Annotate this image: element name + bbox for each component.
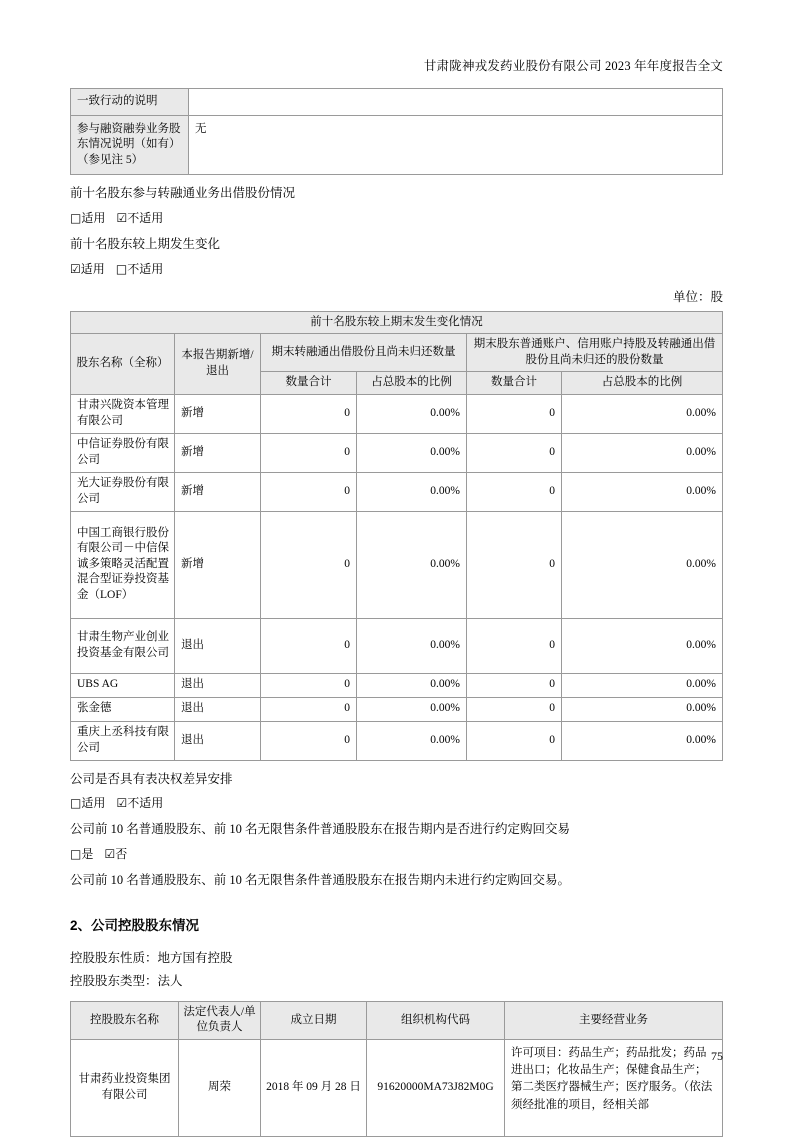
cell-new-or-exit: 新增 xyxy=(175,472,261,511)
cell-lend-qty: 0 xyxy=(261,673,357,697)
section-title-controlling-shareholder: 2、公司控股股东情况 xyxy=(70,917,200,933)
cell-lend-pct: 0.00% xyxy=(357,472,467,511)
cell-hold-pct: 0.00% xyxy=(562,472,723,511)
cell-lend-qty: 0 xyxy=(261,511,357,618)
lending-section-title: 前十名股东参与转融通业务出借股份情况 xyxy=(70,186,296,200)
repo-title: 公司前 10 名普通股股东、前 10 名无限售条件普通股股东在报告期内是否进行约定购回交易 xyxy=(70,822,571,837)
cell-hold-pct: 0.00% xyxy=(562,394,723,433)
col-shareholder-name: 股东名称（全称） xyxy=(71,334,175,395)
col-main-business: 主要经营业务 xyxy=(505,1001,723,1039)
table-row xyxy=(71,618,723,673)
cell-new-or-exit: 新增 xyxy=(175,433,261,472)
cell-legal-rep: 周荣 xyxy=(179,1039,261,1136)
cell-hold-pct: 0.00% xyxy=(562,697,723,721)
cell-org-code: 91620000MA73J82M0G xyxy=(367,1039,505,1136)
cell-shareholder-name: 光大证券股份有限公司 xyxy=(71,472,175,511)
cell-lend-qty: 0 xyxy=(261,472,357,511)
cell-established-date: 2018 年 09 月 28 日 xyxy=(261,1039,367,1136)
checkbox-yes-repo[interactable]: □是 xyxy=(70,847,94,862)
col-new-or-exit: 本报告期新增/退出 xyxy=(175,334,261,395)
row-label-margin-financing: 参与融资融券业务股东情况说明（如有）（参见注 5） xyxy=(71,116,189,175)
col-lend-pct-total: 占总股本的比例 xyxy=(357,372,467,395)
repo-note: 公司前 10 名普通股股东、前 10 名无限售条件普通股股东在报告期内未进行约定购回交易。 xyxy=(70,873,571,888)
top-ten-change-table xyxy=(70,311,723,761)
table-header-row xyxy=(71,1001,723,1039)
cell-lend-qty: 0 xyxy=(261,618,357,673)
cell-new-or-exit: 退出 xyxy=(175,697,261,721)
cell-shareholder-name: 重庆上丞科技有限公司 xyxy=(71,721,175,760)
cell-hold-qty: 0 xyxy=(467,618,562,673)
cell-main-business: 许可项目：药品生产；药品批发；药品进出口；化妆品生产；保健食品生产；第二类医疗器械生产；医疗服务。（依法须经批准的项目，经相关部 xyxy=(505,1039,723,1136)
lending-choice xyxy=(70,209,723,226)
table-row xyxy=(71,511,723,618)
col-hold-pct-total: 占总股本的比例 xyxy=(562,372,723,395)
cell-new-or-exit: 退出 xyxy=(175,673,261,697)
col-established-date: 成立日期 xyxy=(261,1001,367,1039)
col-lend-qty-total: 数量合计 xyxy=(261,372,357,395)
table-row xyxy=(71,433,723,472)
table-row xyxy=(71,472,723,511)
shareholder-note-table xyxy=(70,88,723,175)
change-section-title: 前十名股东较上期发生变化 xyxy=(70,236,221,251)
row-value-concerted-action xyxy=(189,89,723,116)
row-value-margin-financing: 无 xyxy=(189,116,723,175)
cell-shareholder-name: 甘肃兴陇资本管理有限公司 xyxy=(71,394,175,433)
col-controlling-name: 控股股东名称 xyxy=(71,1001,179,1039)
cell-hold-qty: 0 xyxy=(467,433,562,472)
col-lending-unreturned: 期末转融通出借股份且尚未归还数量 xyxy=(261,334,467,372)
cell-lend-pct: 0.00% xyxy=(357,511,467,618)
table-row xyxy=(71,697,723,721)
cell-shareholder-name: 张金德 xyxy=(71,697,175,721)
checkbox-applicable-change[interactable]: ☑适用 xyxy=(70,261,105,276)
table-title: 前十名股东较上期末发生变化情况 xyxy=(71,311,723,334)
controlling-type: 控股股东类型：法人 xyxy=(70,973,183,988)
checkbox-not-applicable-voting[interactable]: ☑不适用 xyxy=(116,796,164,811)
cell-hold-pct: 0.00% xyxy=(562,511,723,618)
cell-hold-qty: 0 xyxy=(467,472,562,511)
controlling-nature: 控股股东性质：地方国有控股 xyxy=(70,950,233,965)
table-title-row xyxy=(71,311,723,334)
cell-lend-qty: 0 xyxy=(261,721,357,760)
cell-hold-qty: 0 xyxy=(467,673,562,697)
cell-hold-pct: 0.00% xyxy=(562,721,723,760)
voting-rights-choice xyxy=(70,794,723,811)
cell-lend-pct: 0.00% xyxy=(357,618,467,673)
cell-hold-qty: 0 xyxy=(467,511,562,618)
voting-rights-title: 公司是否具有表决权差异安排 xyxy=(70,771,233,786)
cell-shareholder-name: UBS AG xyxy=(71,673,175,697)
table-row xyxy=(71,116,723,175)
cell-hold-qty: 0 xyxy=(467,697,562,721)
cell-shareholder-name: 中信证券股份有限公司 xyxy=(71,433,175,472)
cell-hold-pct: 0.00% xyxy=(562,618,723,673)
cell-lend-pct: 0.00% xyxy=(357,697,467,721)
cell-hold-pct: 0.00% xyxy=(562,433,723,472)
row-label-concerted-action: 一致行动的说明 xyxy=(71,89,189,116)
checkbox-no-repo[interactable]: ☑否 xyxy=(104,847,128,862)
cell-new-or-exit: 退出 xyxy=(175,721,261,760)
cell-lend-pct: 0.00% xyxy=(357,394,467,433)
repo-choice xyxy=(70,845,723,862)
table-row xyxy=(71,673,723,697)
cell-new-or-exit: 退出 xyxy=(175,618,261,673)
col-legal-rep: 法定代表人/单位负责人 xyxy=(179,1001,261,1039)
cell-hold-qty: 0 xyxy=(467,721,562,760)
cell-shareholder-name: 中国工商银行股份有限公司－中信保诚多策略灵活配置混合型证券投资基金（LOF） xyxy=(71,511,175,618)
unit-label: 单位：股 xyxy=(672,289,723,304)
table-header-row xyxy=(71,334,723,372)
change-choice xyxy=(70,260,723,277)
col-ordinary-credit-hold: 期末股东普通账户、信用账户持股及转融通出借股份且尚未归还的股份数量 xyxy=(467,334,723,372)
table-row xyxy=(71,394,723,433)
cell-new-or-exit: 新增 xyxy=(175,511,261,618)
page-header: 甘肃陇神戎发药业股份有限公司 2023 年年度报告全文 xyxy=(423,59,723,73)
checkbox-applicable-lending[interactable]: □适用 xyxy=(70,210,106,225)
cell-hold-pct: 0.00% xyxy=(562,673,723,697)
table-row xyxy=(71,721,723,760)
cell-controlling-name: 甘肃药业投资集团有限公司 xyxy=(71,1039,179,1136)
table-row xyxy=(71,89,723,116)
page-content xyxy=(70,88,723,1137)
col-hold-qty-total: 数量合计 xyxy=(467,372,562,395)
checkbox-not-applicable-lending[interactable]: ☑不适用 xyxy=(116,210,164,225)
cell-lend-qty: 0 xyxy=(261,697,357,721)
cell-lend-qty: 0 xyxy=(261,433,357,472)
cell-lend-pct: 0.00% xyxy=(357,721,467,760)
cell-lend-pct: 0.00% xyxy=(357,433,467,472)
cell-hold-qty: 0 xyxy=(467,394,562,433)
controlling-shareholder-table xyxy=(70,1001,723,1137)
cell-new-or-exit: 新增 xyxy=(175,394,261,433)
cell-shareholder-name: 甘肃生物产业创业投资基金有限公司 xyxy=(71,618,175,673)
cell-lend-pct: 0.00% xyxy=(357,673,467,697)
checkbox-applicable-voting[interactable]: □适用 xyxy=(70,796,106,811)
checkbox-not-applicable-change[interactable]: □不适用 xyxy=(115,261,164,276)
page-number: 75 xyxy=(711,1049,723,1063)
col-org-code: 组织机构代码 xyxy=(367,1001,505,1039)
cell-lend-qty: 0 xyxy=(261,394,357,433)
